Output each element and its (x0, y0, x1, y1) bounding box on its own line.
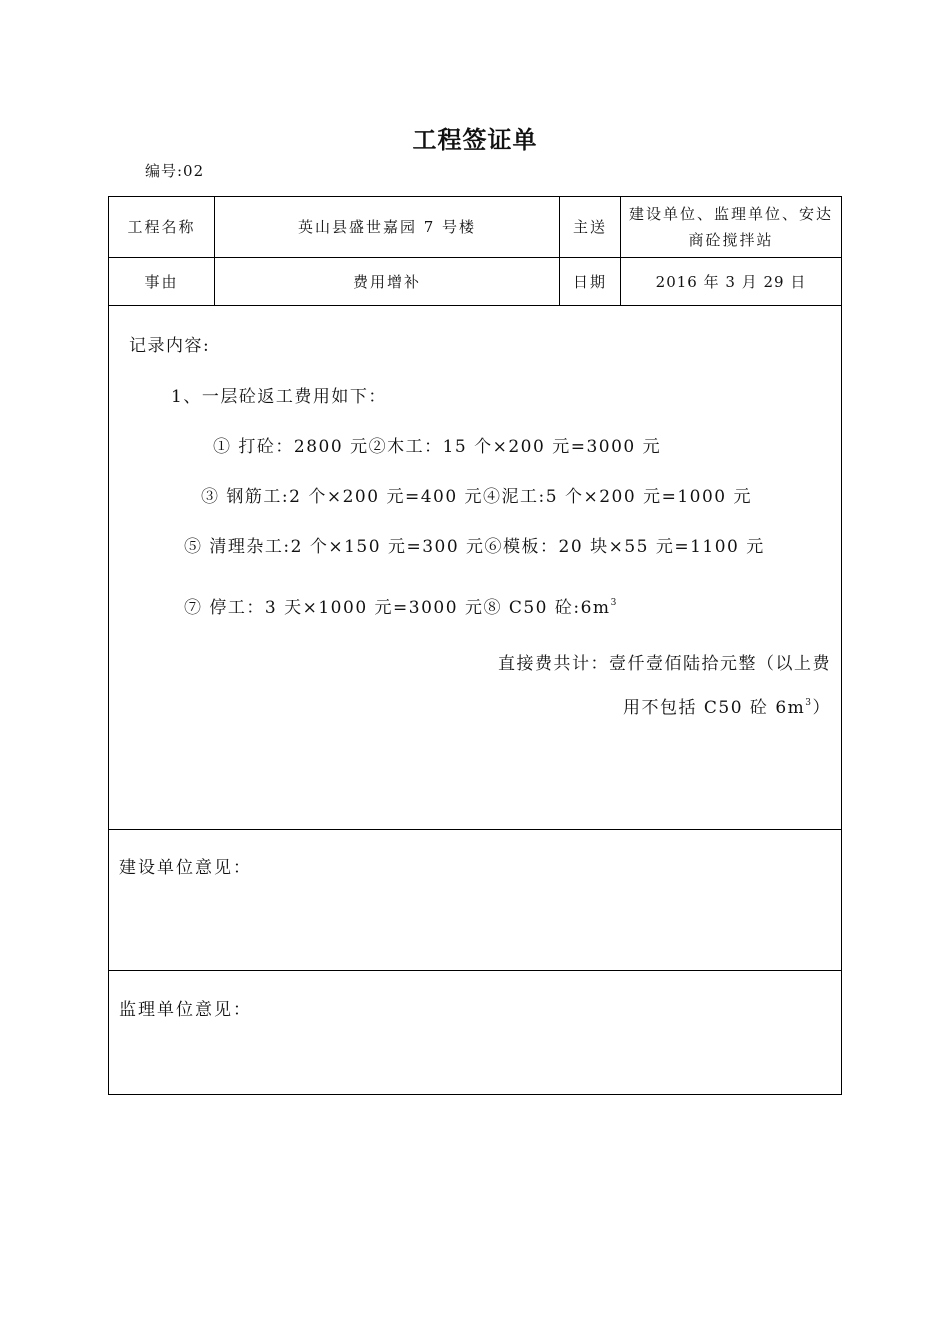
record-heading: 记录内容: (129, 336, 211, 356)
date-value: 2016 年 3 月 29 日 (655, 272, 807, 291)
send-to-label: 主送 (572, 218, 607, 236)
reason-value: 费用增补 (352, 272, 421, 291)
row-divider (109, 305, 841, 306)
row-divider (109, 970, 841, 971)
record-line-5 (184, 593, 618, 618)
total-line-2-end: ） (812, 698, 831, 718)
record-line-1: 1、一层砼返工费用如下： (171, 387, 387, 407)
record-line-2: ① 打砼：2800 元②木工：15 个×200 元=3000 元 (213, 437, 662, 457)
document-title: 工程签证单 (412, 126, 538, 154)
cubic-superscript: 3 (610, 598, 618, 608)
project-name-label: 工程名称 (127, 218, 196, 236)
supervision-unit-opinion-label: 监理单位意见： (119, 1000, 252, 1020)
total-line-2 (623, 693, 831, 718)
cubic-superscript: 3 (805, 698, 813, 708)
send-to-value: 建设单位、监理单位、安达商砼搅拌站 (628, 205, 833, 249)
date-label: 日期 (572, 272, 607, 291)
project-name-value: 英山县盛世嘉园 7 号楼 (297, 218, 477, 236)
record-line-3: ③ 钢筋工:2 个×200 元=400 元④泥工:5 个×200 元=1000 元 (201, 487, 752, 507)
construction-unit-opinion-label: 建设单位意见： (119, 858, 252, 878)
record-line-4: ⑤ 清理杂工:2 个×150 元=300 元⑥模板：20 块×55 元=1100 元 (184, 537, 765, 557)
serial-number: 编号:02 (145, 162, 205, 180)
visa-form-table (108, 196, 842, 1095)
reason-label: 事由 (144, 272, 179, 291)
row-divider (109, 829, 841, 830)
record-line-5-text: ⑦ 停工：3 天×1000 元=3000 元⑧ C50 砼:6m (184, 598, 611, 618)
total-line-2-text: 用不包括 C50 砼 6m (622, 698, 806, 718)
total-line-1: 直接费共计：壹仟壹佰陆拾元整（以上费 (498, 654, 831, 674)
